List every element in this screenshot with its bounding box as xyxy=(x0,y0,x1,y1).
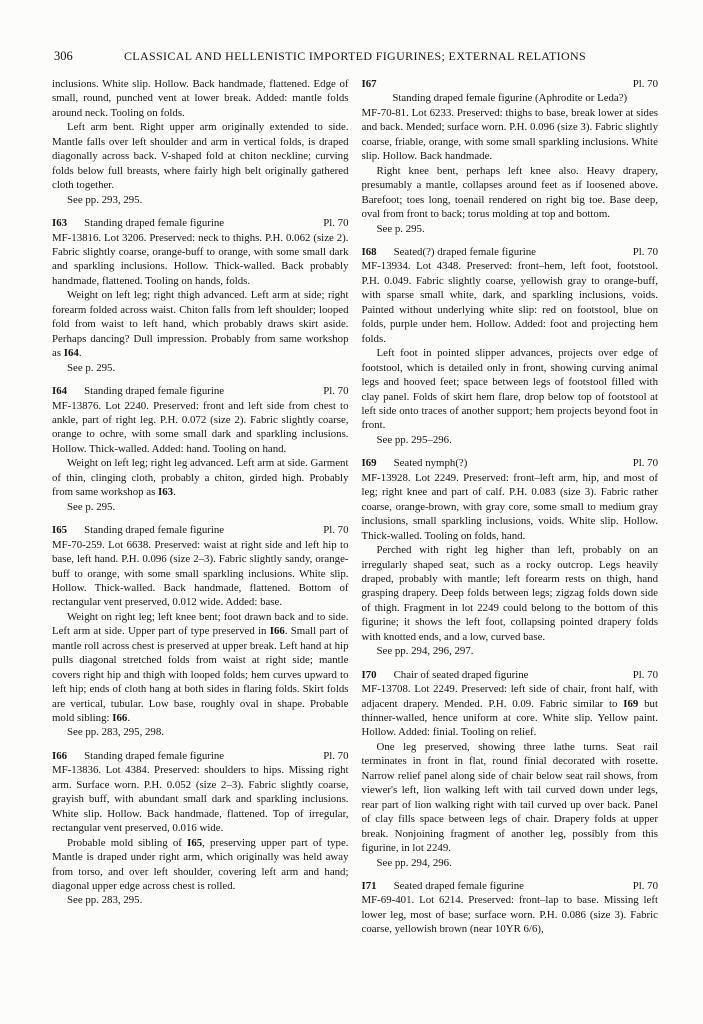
entry-heading xyxy=(52,523,349,537)
catalog-entry-i70 xyxy=(362,668,659,870)
entry-paragraph: Weight on left leg; right leg advanced. Left arm at side. Garment of thin, clinging cloth, probably a chiton, girded high. Probably from same workshop as I63. xyxy=(52,457,349,499)
entry-id: I66 xyxy=(52,749,68,762)
entry-see-ref: See p. 295. xyxy=(67,500,116,513)
page-number: 306 xyxy=(54,49,73,63)
catalog-entry-i68 xyxy=(362,245,659,447)
entry-paragraph: Weight on right leg; left knee bent; foot drawn back and to side. Left arm at side. Upper part of type preserved in I66. Small part of mantle roll across chest is preserved at upper break. Left hand at hip pulls diagonal stretched folds from waist at right side; mantle covers right hip and thigh with looped folds; hem curves upward to left hip; ends of cloth hang at both sides in flaring folds. Skirt folds are vertical, tubular. Low base, roughly oval in shape. Probable mold sibling: I66. xyxy=(52,610,349,725)
entry-title: Seated nymph(?) xyxy=(393,457,468,470)
entry-id: I69 xyxy=(361,457,377,470)
entry-plate-ref: Pl. 70 xyxy=(632,457,658,470)
text-columns xyxy=(52,77,658,937)
column-left xyxy=(52,77,349,937)
entry-paragraph: Perched with right leg higher than left, probably on an irregularly shaped seat, such as a rocky outcrop. Legs heavily draped, probably with mantle; left forearm rests on thigh, hand grasping drapery. Deep folds between legs; zigzag folds down side of thigh. Fragment in lot 2249 could belong to the bottom of this figurine; it shows the left foot, collapsing pointed drapery folds with knotted ends, and a low, curved base. xyxy=(361,544,658,643)
entry-see-ref: See pp. 293, 295. xyxy=(67,193,143,206)
entry-plate-ref: Pl. 70 xyxy=(632,78,658,90)
entry-paragraph: MF-13876. Lot 2240. Preserved: front and left side from chest to ankle, part of right leg. P.H. 0.072 (size 2). Fabric slightly coarse, orange to ochre, with some small dark and sparkling inclusions. Hollow. Thick-walled. Added: hand. Tooling on hand. xyxy=(52,399,349,455)
entry-title: Seated(?) draped female figurine xyxy=(393,245,536,258)
entry-title: Seated draped female figurine xyxy=(393,880,524,893)
entry-heading xyxy=(362,879,659,893)
continued-entry xyxy=(52,77,349,207)
catalog-entry-i64 xyxy=(52,384,349,514)
entry-plate-ref: Pl. 70 xyxy=(323,749,349,762)
entry-see-ref: See p. 295. xyxy=(376,222,425,235)
catalog-entry-i67 xyxy=(362,77,659,236)
entry-id: I67 xyxy=(361,78,377,90)
entry-paragraph: Left foot in pointed slipper advances, projects over edge of footstool, which is detailed only in front, showing curving animal legs and hooved feet; space between legs of footstool filled with clay panel. Folds of skirt hem flare, drop below top of footstool at left side onto traces of another support; hem projects beyond foot in front. xyxy=(361,347,658,432)
entry-paragraph: MF-70-259. Lot 6638. Preserved: waist at right side and left hip to base, left hand. P.H. 0.096 (size 2–3). Fabric slightly sandy, orange-buff to orange, with some small sparkling inclusions. White slip. Hollow. Thick-walled. Back handmade, flattened. Bottom of rectangular vent preserved, 0.012 wide. Added: base. xyxy=(52,538,349,609)
entry-heading xyxy=(52,749,349,763)
entry-heading xyxy=(52,384,349,398)
entry-title: Standing draped female figurine xyxy=(84,385,225,398)
catalog-entry-i63 xyxy=(52,216,349,375)
entry-id: I68 xyxy=(361,245,377,258)
entry-paragraph: MF-13928. Lot 2249. Preserved: front–left arm, hip, and most of leg; right knee and part of calf. P.H. 0.083 (size 3). Fabric rather coarse, orange-brown, with gray core, some small to medium gray inclusions, small sparkling inclusions, voids. White slip. Hollow. Thick-walled. Tooling on folds, hand. xyxy=(361,471,658,542)
entry-paragraph: Left arm bent. Right upper arm originally extended to side. Mantle falls over left shoulder and arm in vertical folds, is draped diagonally across back. V-shaped fold at chiton neckline; curving folds below full breasts, where fairly high belt originally gathered cloth together. xyxy=(52,121,349,192)
entry-paragraph: MF-69-401. Lot 6214. Preserved: front–lap to base. Missing left lower leg, most of base; surface worn. P.H. 0.086 (size 3). Fabric coarse, yellowish brown (near 10YR 6/6), xyxy=(361,894,658,936)
entry-id: I71 xyxy=(361,880,377,893)
entry-paragraph: MF-13836. Lot 4384. Preserved: shoulders to hips. Missing right arm. Surface worn. P.H. 0.052 (size 2–3). Fabric slightly coarse, grayish buff, with abundant small dark and sparkling inclusions. White slip. Hollow. Back handmade, flattened. Top of irregular, rectangular vent preserved, 0.016 wide. xyxy=(52,764,349,835)
entry-see-ref: See pp. 283, 295, 298. xyxy=(67,726,164,739)
entry-title: Standing draped female figurine xyxy=(84,749,225,762)
entry-paragraph: Right knee bent, perhaps left knee also. Heavy drapery, presumably a mantle, collapses around feet as if loosened above. Barefoot; toes long, toenail rendered on right big toe. Base deep, oval from front to back; torus molding at top and bottom. xyxy=(361,164,658,221)
entry-see-ref: See pp. 283, 295. xyxy=(67,894,143,907)
entry-heading xyxy=(362,668,659,682)
entry-id: I63 xyxy=(52,217,68,230)
entry-title: Standing draped female figurine xyxy=(84,524,225,537)
running-head xyxy=(52,49,658,65)
entry-heading xyxy=(52,216,349,230)
entry-plate-ref: Pl. 70 xyxy=(632,880,658,893)
entry-paragraph: inclusions. White slip. Hollow. Back handmade, flattened. Edge of small, round, punched vent at lower break. Added: mantle folds around neck. Tooling on folds. xyxy=(52,78,349,119)
entry-heading xyxy=(362,245,659,259)
entry-paragraph: MF-13816. Lot 3206. Preserved: neck to thighs. P.H. 0.062 (size 2). Fabric slightly coarse, orange-buff to orange, with some small dark and sparkling inclusions. Hollow. Thick-walled. Back probably handmade, flattened. Tooling on hands, folds. xyxy=(52,231,349,287)
entry-see-ref: See pp. 294, 296. xyxy=(376,856,452,869)
entry-heading xyxy=(362,77,659,91)
entry-paragraph: Weight on left leg; right thigh advanced. Left arm at side; right forearm folded across waist. Chiton falls from left shoulder; looped fold from waist to left hand, which probably draws skirt aside. Perhaps dancing? Dull impression. Probably from same workshop as I64. xyxy=(52,289,349,360)
catalog-entry-i69 xyxy=(362,456,659,658)
entry-title: Chair of seated draped figurine xyxy=(393,668,529,681)
entry-plate-ref: Pl. 70 xyxy=(323,524,349,537)
entry-plate-ref: Pl. 70 xyxy=(632,245,658,258)
entry-paragraph: One leg preserved, showing three lathe turns. Seat rail terminates in front in flat, round finial decorated with rosette. Narrow relief panel along side of chair below seat rail shows, from viewer's left, lion walking left with tail curved down under legs, rear part of lion walking right with tail curved up over back. Panel of clay fills space between legs of chair. Drapery folds at upper break. Nonjoining fragment of another leg, possibly from this figurine, in lot 2249. xyxy=(361,740,658,855)
entry-paragraph: MF-13934. Lot 4348. Preserved: front–hem, left foot, footstool. P.H. 0.049. Fabric slightly coarse, yellowish gray to orange-buff, with sparse small white, dark, and sparkling inclusions, voids. Painted without underlying white slip: red on footstool, blue on folds, purple under hem. Hollow. Added: foot and projecting hem folds. xyxy=(361,260,658,345)
entry-paragraph: Probable mold sibling of I65, preserving upper part of type. Mantle is draped under right arm, which originally was held away from torso, and over left shoulder, covering left arm and hand; diagonal upper edge across chest is rolled. xyxy=(52,836,349,893)
entry-see-ref: See pp. 295–296. xyxy=(376,433,452,446)
entry-see-ref: See p. 295. xyxy=(67,361,116,374)
entry-id: I65 xyxy=(52,524,68,537)
entry-plate-ref: Pl. 70 xyxy=(323,385,349,398)
entry-id: I70 xyxy=(361,668,377,681)
catalog-entry-i71 xyxy=(362,879,659,937)
entry-title: Standing draped female figurine xyxy=(84,217,225,230)
entry-id: I64 xyxy=(52,385,68,398)
entry-paragraph: MF-13708. Lot 2249. Preserved: left side of chair, front half, with adjacent drapery. Mended. P.H. 0.09. Fabric similar to I69 but thinner-walled, hence uniform at core. White slip. Yellow paint. Hollow. Added: finial. Tooling on relief. xyxy=(361,683,658,739)
entry-title: Standing draped female figurine (Aphrodite or Leda?) xyxy=(392,92,628,105)
entry-heading xyxy=(362,456,659,470)
catalog-entry-i65 xyxy=(52,523,349,740)
entry-plate-ref: Pl. 70 xyxy=(323,217,349,230)
running-title: CLASSICAL AND HELLENISTIC IMPORTED FIGURINES; EXTERNAL RELATIONS xyxy=(123,49,587,63)
catalog-entry-i66 xyxy=(52,749,349,908)
entry-paragraph: MF-70-81. Lot 6233. Preserved: thighs to base, break lower at sides and back. Mended; surface worn. P.H. 0.096 (size 3). Fabric slightly coarse, friable, orange, with some small sparkling inclusions. White slip. Hollow. Back handmade. xyxy=(361,106,658,163)
column-right xyxy=(362,77,659,937)
entry-see-ref: See pp. 294, 296, 297. xyxy=(376,645,474,658)
entry-plate-ref: Pl. 70 xyxy=(632,668,658,681)
